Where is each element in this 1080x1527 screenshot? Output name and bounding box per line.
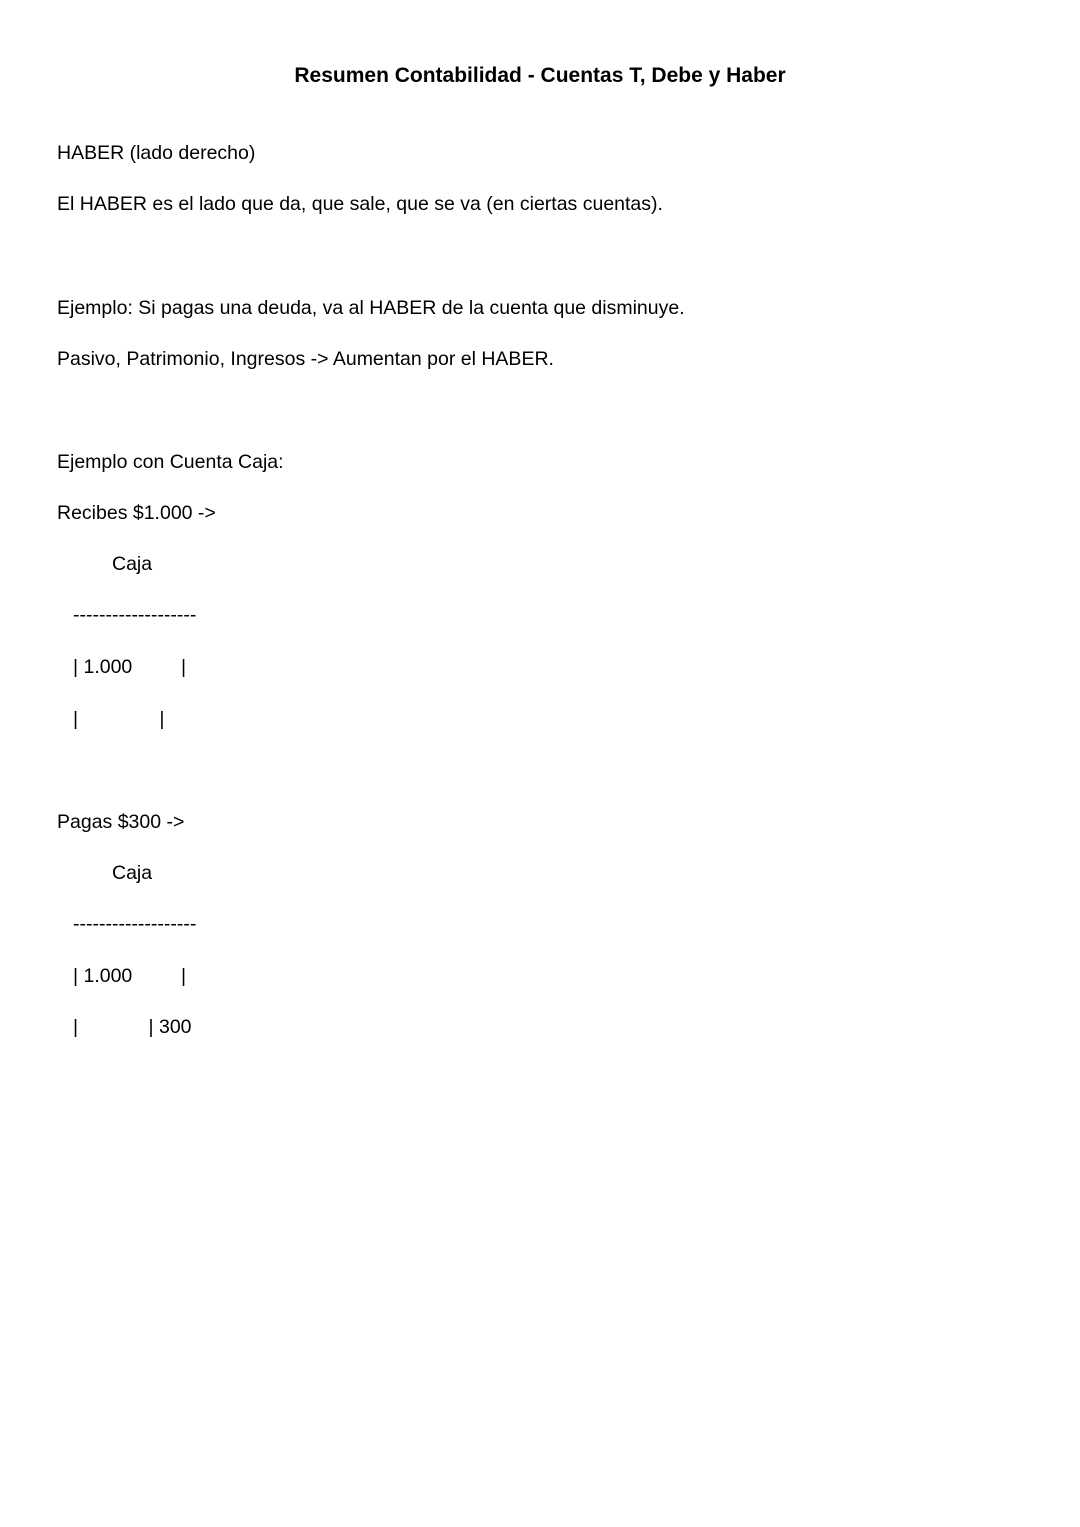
increase-rule-paragraph: Pasivo, Patrimonio, Ingresos -> Aumentan por el HABER. <box>57 348 554 370</box>
example-debt-paragraph: Ejemplo: Si pagas una deuda, va al HABER de la cuenta que disminuye. <box>57 297 685 319</box>
t-account-caja-2 <box>57 861 357 1061</box>
example-1-label: Recibes $1.000 -> <box>57 502 216 524</box>
t-account-row: | | <box>73 708 165 730</box>
haber-heading: HABER (lado derecho) <box>57 142 256 164</box>
t-account-row: | | 300 <box>73 1016 192 1038</box>
t-account-caja-1 <box>57 552 357 752</box>
t-account-row: | 1.000 | <box>73 965 187 987</box>
cash-example-heading: Ejemplo con Cuenta Caja: <box>57 451 284 473</box>
example-2-label: Pagas $300 -> <box>57 811 185 833</box>
t-account-row: | 1.000 | <box>73 656 187 678</box>
t-account-name: Caja <box>112 553 153 575</box>
haber-definition: El HABER es el lado que da, que sale, que se va (en ciertas cuentas). <box>57 193 663 215</box>
t-account-separator: ------------------- <box>73 604 197 626</box>
document-title: Resumen Contabilidad - Cuentas T, Debe y Haber <box>294 64 786 87</box>
t-account-name: Caja <box>112 862 153 884</box>
t-account-separator: ------------------- <box>73 913 197 935</box>
